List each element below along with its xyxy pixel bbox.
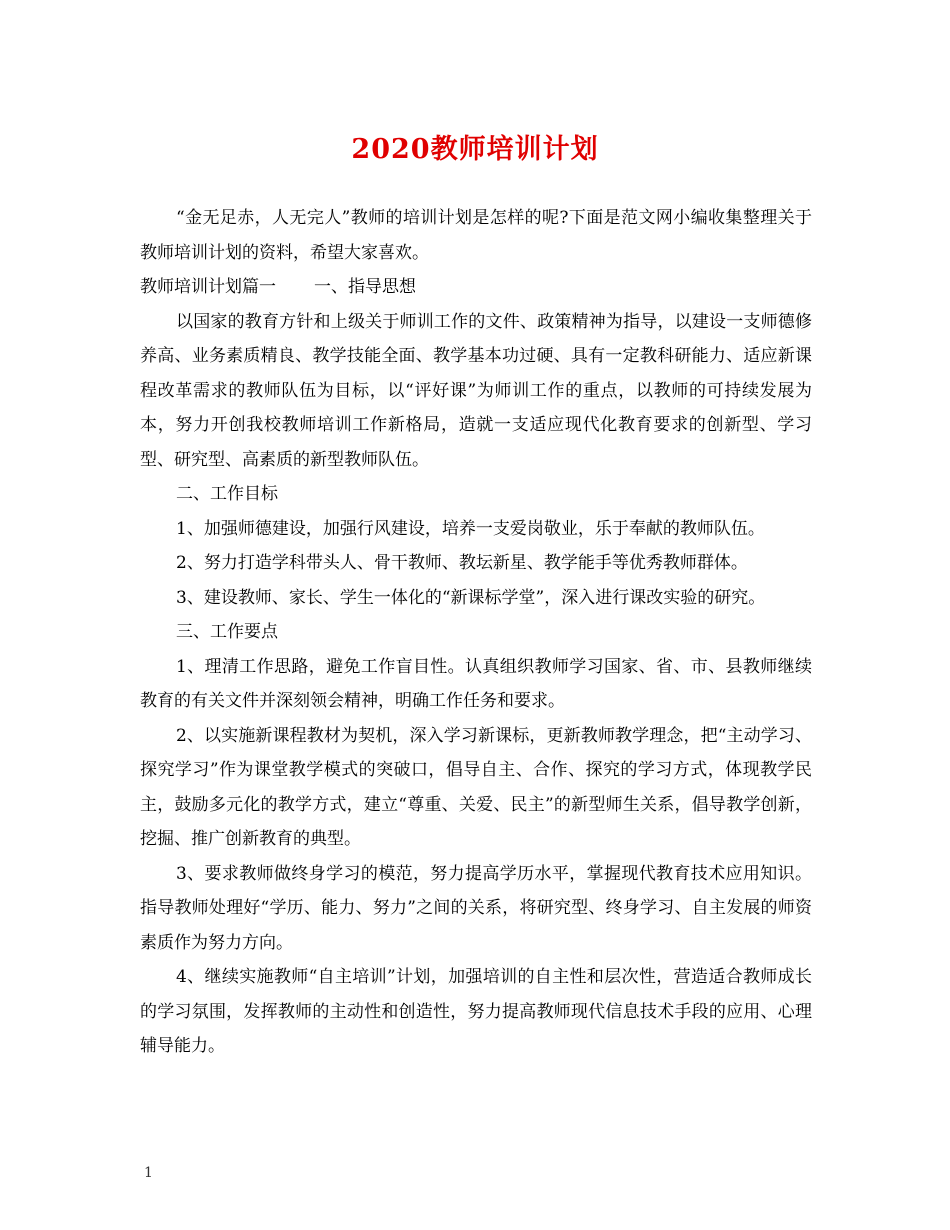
point-item-1: 1、理清工作思路，避免工作盲目性。认真组织教师学习国家、省、市、县教师继续教育的有关文件并深刻领会精神，明确工作任务和要求。 bbox=[140, 656, 812, 711]
point-item-2: 2、以实施新课程教材为契机，深入学习新课标，更新教师教学理念，把“主动学习、探究学习”作为课堂教学模式的突破口，倡导自主、合作、探究的学习方式，体现教学民主，鼓励多元化的教学方式，建立“尊重、关爱、民主”的新型师生关系，倡导教学创新，挖掘、推广创新教育的典型。 bbox=[140, 725, 812, 849]
page-number: 1 bbox=[144, 1165, 153, 1181]
goal-item-1: 1、加强师德建设，加强行风建设，培养一支爱岗敬业，乐于奉献的教师队伍。 bbox=[176, 518, 765, 539]
point-item-3: 3、要求教师做终身学习的模范，努力提高学历水平，掌握现代教育技术应用知识。指导教师处理好“学历、能力、努力”之间的关系，将研究型、终身学习、自主发展的师资素质作为努力方向。 bbox=[140, 863, 812, 953]
point-item-4: 4、继续实施教师“自主培训”计划，加强培训的自主性和层次性，营造适合教师成长的学习氛围，发挥教师的主动性和创造性，努力提高教师现代信息技术手段的应用、心理辅导能力。 bbox=[140, 967, 812, 1056]
document-title: 2020教师培训计划 bbox=[351, 134, 599, 165]
guiding-ideology-paragraph: 以国家的教育方针和上级关于师训工作的文件、政策精神为指导，以建设一支师德修养高、业务素质精良、教学技能全面、教学基本功过硬、具有一定教科研能力、适应新课程改革需求的教师队伍为目标，以“评好课”为师训工作的重点，以教师的可持续发展为本，努力开创我校教师培训工作新格局，造就一支适应现代化教育要求的创新型、学习型、研究型、高素质的新型教师队伍。 bbox=[140, 311, 812, 470]
work-points-heading: 三、工作要点 bbox=[176, 622, 278, 642]
document-body bbox=[140, 201, 812, 1064]
section-label: 教师培训计划篇一 bbox=[140, 277, 276, 297]
goal-item-3: 3、建设教师、家长、学生一体化的“新课标学堂”，深入进行课改实验的研究。 bbox=[176, 587, 766, 608]
work-goals-heading: 二、工作目标 bbox=[176, 484, 278, 504]
section1-heading: 一、指导思想 bbox=[314, 277, 416, 297]
intro-paragraph: “金无足赤，人无完人”教师的培训计划是怎样的呢?下面是范文网小编收集整理关于教师培训计划的资料，希望大家喜欢。 bbox=[140, 208, 812, 263]
section-heading-line bbox=[140, 270, 812, 305]
goal-item-2: 2、努力打造学科带头人、骨干教师、教坛新星、教学能手等优秀教师群体。 bbox=[176, 553, 748, 573]
